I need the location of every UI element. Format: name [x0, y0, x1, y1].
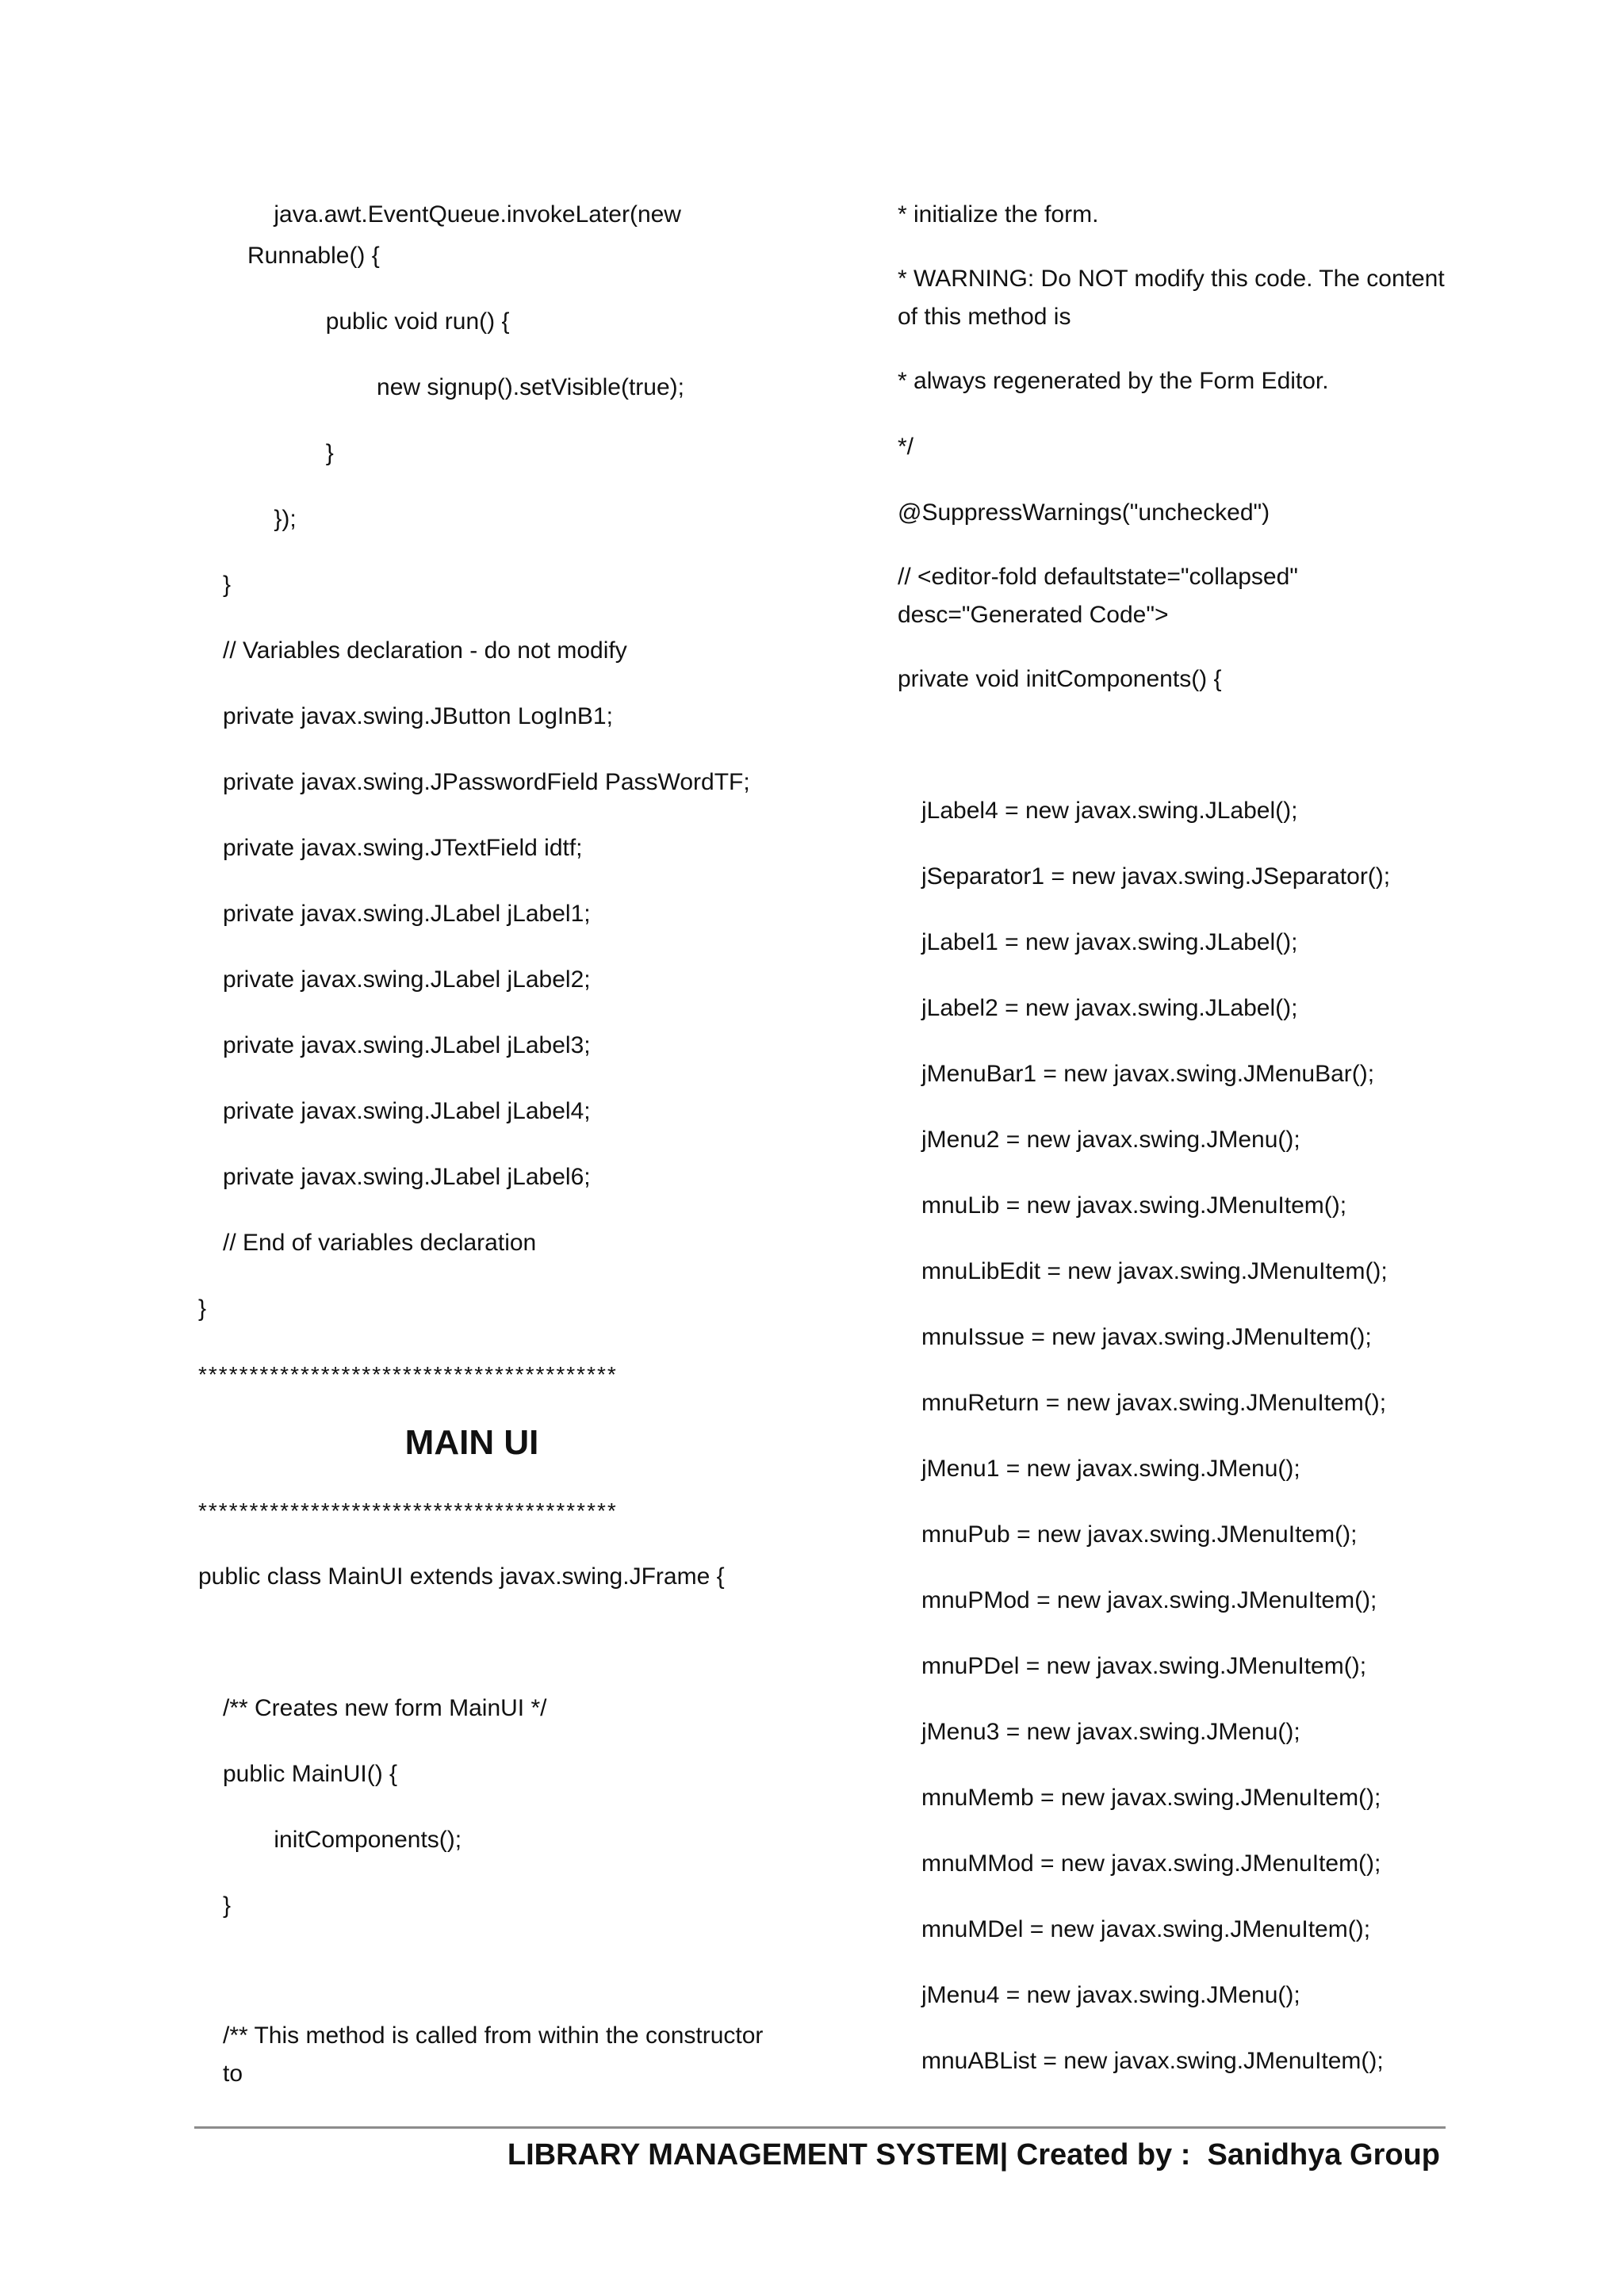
code-comment: /** This method is called from within the constructor to [223, 2022, 770, 2087]
code-line: private javax.swing.JLabel jLabel2; [223, 966, 591, 993]
code-line: private javax.swing.JTextField idtf; [223, 835, 583, 861]
code-line: mnuMDel = new javax.swing.JMenuItem(); [921, 1916, 1371, 1942]
code-line: } [273, 440, 334, 466]
blank-line [198, 1622, 777, 1663]
code-line: jMenu3 = new javax.swing.JMenu(); [921, 1719, 1300, 1745]
code-comment: * initialize the form. [898, 201, 1099, 228]
blank-line [864, 725, 1467, 766]
code-line: mnuIssue = new javax.swing.JMenuItem(); [921, 1324, 1372, 1350]
code-line: }); [247, 506, 297, 532]
code-line: private javax.swing.JLabel jLabel1; [223, 901, 591, 927]
code-line: jLabel1 = new javax.swing.JLabel(); [921, 929, 1298, 955]
code-line [198, 194, 777, 277]
asterisk-separator: ***************************************** [198, 1498, 618, 1523]
code-line: jMenuBar1 = new javax.swing.JMenuBar(); [921, 1061, 1375, 1087]
code-line: jMenu1 = new javax.swing.JMenu(); [921, 1456, 1300, 1482]
left-column [198, 194, 777, 2118]
code-line: mnuABList = new javax.swing.JMenuItem(); [921, 2048, 1384, 2074]
code-line: mnuMMod = new javax.swing.JMenuItem(); [921, 1850, 1381, 1877]
code-line: public class MainUI extends javax.swing.JFrame { [198, 1563, 725, 1590]
code-line: mnuPMod = new javax.swing.JMenuItem(); [921, 1587, 1377, 1613]
section-heading: MAIN UI [404, 1423, 539, 1462]
code-comment: // <editor-fold defaultstate="collapsed" desc="Generated Code"> [898, 564, 1305, 628]
code-line: private void initComponents() { [898, 666, 1222, 692]
code-comment: * WARNING: Do NOT modify this code. The content of this method is [898, 266, 1452, 330]
code-line: private javax.swing.JLabel jLabel3; [223, 1032, 591, 1058]
code-line: private javax.swing.JPasswordField PassWordTF; [223, 769, 750, 795]
code-line: jLabel2 = new javax.swing.JLabel(); [921, 995, 1298, 1021]
code-annotation: @SuppressWarnings("unchecked") [898, 499, 1270, 526]
code-line: } [223, 1892, 232, 1919]
footer-divider [194, 2126, 1446, 2129]
code-comment: // End of variables declaration [223, 1230, 537, 1256]
code-line: new signup().setVisible(true); [297, 374, 684, 400]
page-footer: LIBRARY MANAGEMENT SYSTEM| Created by : Sanidhya Group [507, 2138, 1440, 2172]
code-line: jLabel4 = new javax.swing.JLabel(); [921, 798, 1298, 824]
right-column [864, 194, 1467, 2107]
code-text: java.awt.EventQueue.invokeLater(new Runnable() { [247, 201, 688, 269]
code-line: mnuLibEdit = new javax.swing.JMenuItem(); [921, 1258, 1388, 1284]
blank-line [198, 1951, 777, 1992]
code-line: jMenu4 = new javax.swing.JMenu(); [921, 1982, 1300, 2008]
code-line: private javax.swing.JButton LogInB1; [223, 703, 613, 729]
code-line: mnuLib = new javax.swing.JMenuItem(); [921, 1192, 1347, 1219]
code-line: } [223, 572, 232, 598]
code-comment: // Variables declaration - do not modify [223, 637, 627, 664]
code-comment: /** Creates new form MainUI */ [223, 1695, 547, 1721]
code-line: private javax.swing.JLabel jLabel6; [223, 1164, 591, 1190]
code-comment: * always regenerated by the Form Editor. [898, 368, 1329, 394]
code-line: public MainUI() { [223, 1761, 398, 1787]
asterisk-separator: ***************************************** [198, 1362, 618, 1387]
code-line: private javax.swing.JLabel jLabel4; [223, 1098, 591, 1124]
code-line: initComponents(); [247, 1827, 462, 1853]
code-line: mnuMemb = new javax.swing.JMenuItem(); [921, 1785, 1381, 1811]
code-line: mnuPub = new javax.swing.JMenuItem(); [921, 1521, 1358, 1548]
code-line: jSeparator1 = new javax.swing.JSeparator(); [921, 863, 1391, 890]
code-line: public void run() { [273, 308, 510, 335]
code-comment: */ [898, 434, 914, 460]
code-line: jMenu2 = new javax.swing.JMenu(); [921, 1127, 1300, 1153]
code-line: } [198, 1295, 207, 1322]
code-line: mnuReturn = new javax.swing.JMenuItem(); [921, 1390, 1387, 1416]
code-line: mnuPDel = new javax.swing.JMenuItem(); [921, 1653, 1367, 1679]
